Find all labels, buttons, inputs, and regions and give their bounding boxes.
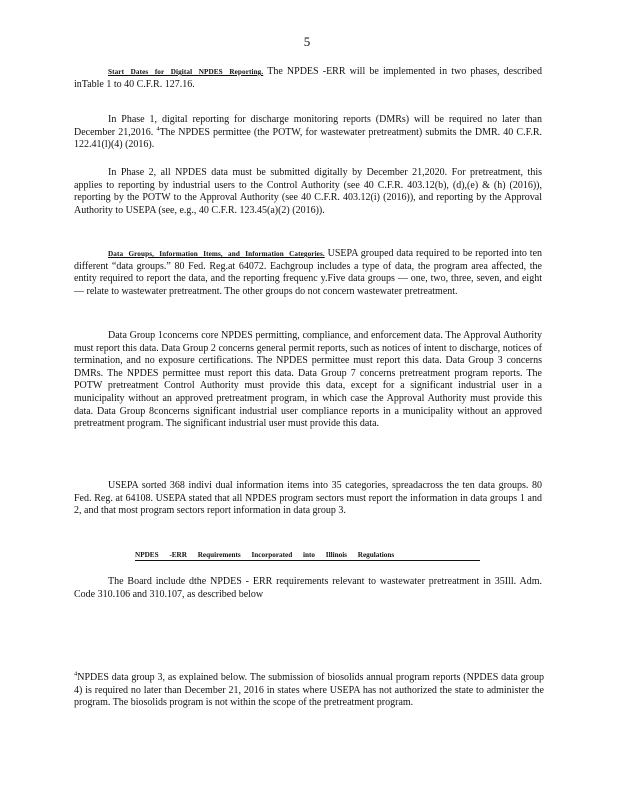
heading-start-dates: Start Dates for Digital NPDES Reporting. (108, 68, 264, 76)
paragraph-phase-1-text-b: The NPDES permittee (the POTW, for wastewater pretreatment) submits the DMR. 40 C.F.R. 122.41(l)(4) (2016). (74, 126, 542, 151)
paragraph-phase-2 (74, 167, 542, 217)
paragraph-information-items-text: USEPA sorted 368 indivi dual information items into 35 categories, spreadacross the ten data groups. 80 Fed. Reg. at 64108. USEPA stated that all NPDES program sectors must report the information in data groups 1 and 2, and that most program sectors report information in data group 3. (74, 480, 542, 517)
paragraph-board-includes-text: The Board include dthe NPDES - ERR requirements relevant to wastewater pretreatment in 35Ill. Adm. Code 310.106 and 310.107, as described below (74, 576, 542, 600)
paragraph-start-dates-text: The NPDES -ERR will be implemented in two phases, described inTable 1 to 40 C.F.R. 127.16. (74, 66, 542, 90)
paragraph-information-items (74, 480, 542, 518)
page-number: 5 (303, 34, 311, 49)
footnote-mark: 4 (74, 670, 78, 678)
paragraph-phase-1 (74, 114, 542, 152)
paragraph-phase-2-text: In Phase 2, all NPDES data must be submitted digitally by December 21,2020. For pretreatment, this applies to reporting by industrial users to the Control Authority (see 40 C.F.R. 403.12(b), (d),(e) & (h) (2016)), reporting by the POTW to the Approval Authority (see 40 C.F.R. 403.12(i) (2016)), and reporting by the Approval Authority to USEPA (see, e.g., 40 C.F.R. 123.45(a)(2) (2016)). (74, 167, 542, 216)
paragraph-board-includes (74, 576, 542, 601)
paragraph-phase-1-text-a: In Phase 1, digital reporting for discharge monitoring reports (DMRs) will be required no later than December 21,2016. (74, 114, 542, 138)
footnote-text: NPDES data group 3, as explained below. The submission of biosolids annual program reports (NPDES data group 4) is required no later than December 21, 2016 in states where USEPA has not authorized the state to administer the program. The biosolids program is not within the scope of the pretreatment program. (74, 672, 544, 709)
footnote-reference: 4 (156, 125, 160, 133)
paragraph-data-groups (74, 248, 542, 298)
heading-data-groups: Data Groups, Information Items, and Information Categories. (108, 250, 325, 258)
paragraph-start-dates (74, 66, 542, 91)
paragraph-data-groups-text: USEPA grouped data required to be reported into ten different “data groups.” 80 Fed. Reg.at 64072. Eachgroup includes a type of data, the program area affected, the entity required to report the data, and the reporting frequenc y.Five data groups — one, two, three, seven, and eight — relate to wastewater pretreatment. The other groups do not concern wastewater pretreatment. (74, 248, 543, 297)
paragraph-data-group-descriptions (74, 330, 542, 431)
paragraph-data-group-descriptions-text: Data Group 1concerns core NPDES permitting, compliance, and enforcement data. The Approval Authority must report this data. Data Group 2 concerns general permit reports, such as notices of intent to discharge, notices of termination, and no exposure certifications. The NPDES permittee must report this data. Data Group 3 concerns DMRs. The NPDES permittee must report this data. Data Group 7 concerns pretreatment program reports. The POTW pretreatment Control Authority must provide this data, except for a significant industrial user in a municipality without an approved pretreatment program, in which case the Approval Authority must provide this data. Data Group 8concerns significant industrial user compliance reports in a municipality without an approved pretreatment program. The significant industrial user must provide this data. (74, 330, 542, 430)
section-heading: NPDES -ERR Requirements Incorporated into Illinois Regulations (135, 551, 480, 561)
footnote (74, 672, 544, 710)
